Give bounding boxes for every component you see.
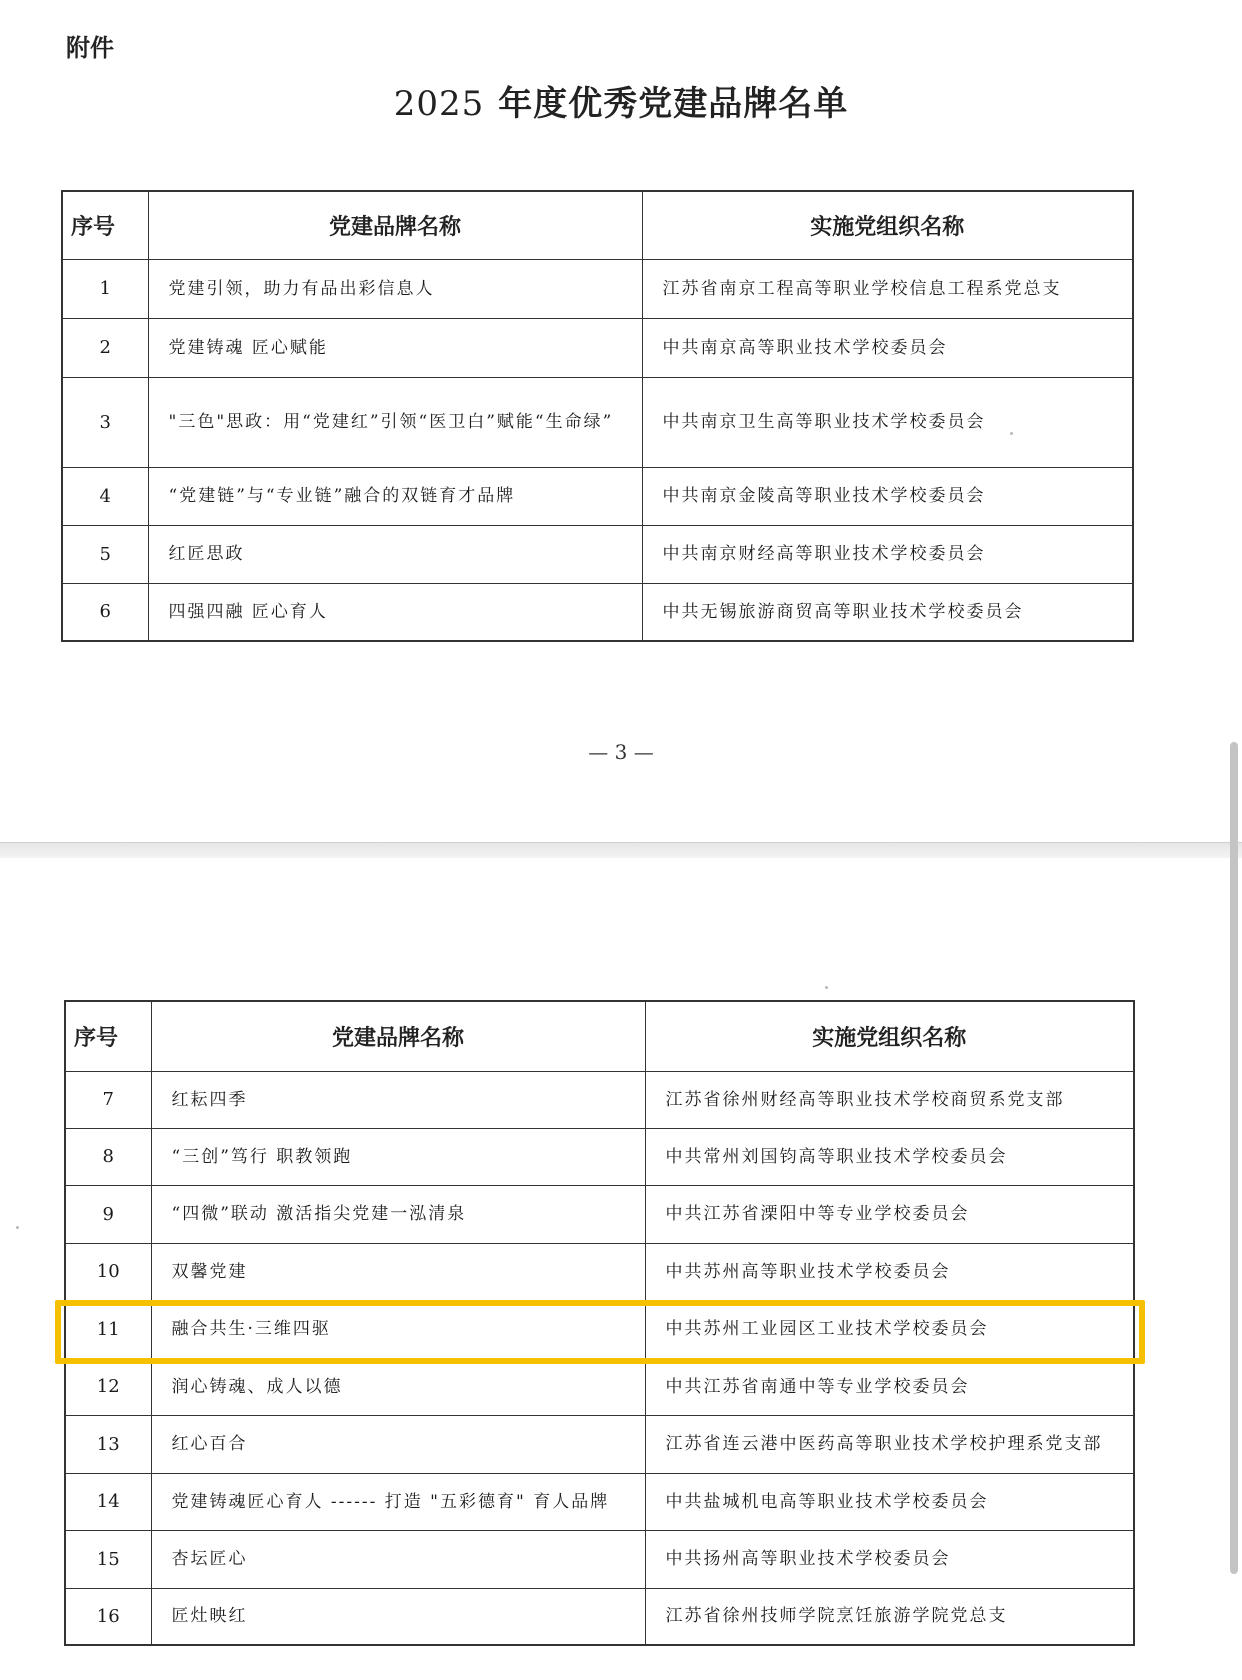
row-number: 8 [65,1128,151,1185]
header-brand: 党建品牌名称 [148,191,642,259]
table-row [62,467,1133,525]
brand-name: "三色"思政：用“党建红”引领“医卫白”赋能“生命绿” [148,377,642,467]
document-page-2 [0,858,1242,1680]
table-row [65,1185,1134,1243]
org-name: 中共扬州高等职业技术学校委员会 [645,1530,1134,1588]
org-name: 中共无锡旅游商贸高等职业技术学校委员会 [642,583,1133,641]
table-header-row [62,191,1133,259]
row-number: 13 [65,1415,151,1473]
header-no: 序号 [65,1001,151,1071]
org-name: 中共盐城机电高等职业技术学校委员会 [645,1473,1134,1530]
table-row [65,1358,1134,1415]
brand-name: 党建铸魂匠心育人 ------ 打造 "五彩德育" 育人品牌 [151,1473,645,1530]
org-name: 中共南京卫生高等职业技术学校委员会 [642,377,1133,467]
org-name: 中共常州刘国钧高等职业技术学校委员会 [645,1128,1134,1185]
scan-speck [1010,432,1013,435]
table-header-row [65,1001,1134,1071]
brand-name: 红耘四季 [151,1071,645,1128]
row-number: 10 [65,1243,151,1300]
brand-name: 党建铸魂 匠心赋能 [148,318,642,377]
org-name: 江苏省徐州财经高等职业技术学校商贸系党支部 [645,1071,1134,1128]
table-row [65,1300,1134,1358]
title-text: 年度优秀党建品牌名单 [498,84,849,124]
row-number: 6 [62,583,148,641]
page-number: — 3 — [588,740,654,764]
brand-name: 融合共生·三维四驱 [151,1300,645,1358]
brand-name: “三创”笃行 职教领跑 [151,1128,645,1185]
brand-name: 红匠思政 [148,525,642,583]
org-name: 江苏省连云港中医药高等职业技术学校护理系党支部 [645,1415,1134,1473]
row-number: 1 [62,259,148,318]
table-row [62,525,1133,583]
table-row [65,1473,1134,1530]
scan-speck [825,986,828,989]
brand-name: “四微”联动 激活指尖党建一泓清泉 [151,1185,645,1243]
row-number: 16 [65,1588,151,1645]
header-no: 序号 [62,191,148,259]
org-name: 中共南京财经高等职业技术学校委员会 [642,525,1133,583]
table-row [65,1530,1134,1588]
org-name: 中共苏州高等职业技术学校委员会 [645,1243,1134,1300]
row-number: 14 [65,1473,151,1530]
brand-table-page-1 [61,190,1134,642]
table-row [62,259,1133,318]
row-number: 2 [62,318,148,377]
row-number: 9 [65,1185,151,1243]
brand-name: 双馨党建 [151,1243,645,1300]
table-row [65,1588,1134,1645]
document-title [0,76,1242,125]
org-name: 中共江苏省南通中等专业学校委员会 [645,1358,1134,1415]
header-org: 实施党组织名称 [642,191,1133,259]
row-number: 4 [62,467,148,525]
header-org: 实施党组织名称 [645,1001,1134,1071]
table-row [65,1128,1134,1185]
org-name: 中共苏州工业园区工业技术学校委员会 [645,1300,1134,1358]
scrollbar[interactable] [1230,742,1238,1574]
org-name: 江苏省徐州技师学院烹饪旅游学院党总支 [645,1588,1134,1645]
row-number: 3 [62,377,148,467]
row-number: 7 [65,1071,151,1128]
brand-name: 红心百合 [151,1415,645,1473]
org-name: 中共南京高等职业技术学校委员会 [642,318,1133,377]
table-row [62,318,1133,377]
attachment-label: 附件 [66,34,114,62]
brand-name: 匠灶映红 [151,1588,645,1645]
org-name: 江苏省南京工程高等职业学校信息工程系党总支 [642,259,1133,318]
brand-table-page-2 [64,1000,1135,1646]
brand-name: 杏坛匠心 [151,1530,645,1588]
row-number: 11 [65,1300,151,1358]
row-number: 15 [65,1530,151,1588]
brand-name: 润心铸魂、成人以德 [151,1358,645,1415]
row-number: 5 [62,525,148,583]
scan-speck [16,1226,19,1229]
brand-name: 党建引领，助力有品出彩信息人 [148,259,642,318]
title-year: 2025 [393,84,485,124]
table-row [62,583,1133,641]
table-row [65,1243,1134,1300]
org-name: 中共南京金陵高等职业技术学校委员会 [642,467,1133,525]
brand-name: 四强四融 匠心育人 [148,583,642,641]
table-row [62,377,1133,467]
table-row [65,1071,1134,1128]
brand-name: “党建链”与“专业链”融合的双链育才品牌 [148,467,642,525]
header-brand: 党建品牌名称 [151,1001,645,1071]
row-number: 12 [65,1358,151,1415]
table-row [65,1415,1134,1473]
org-name: 中共江苏省溧阳中等专业学校委员会 [645,1185,1134,1243]
